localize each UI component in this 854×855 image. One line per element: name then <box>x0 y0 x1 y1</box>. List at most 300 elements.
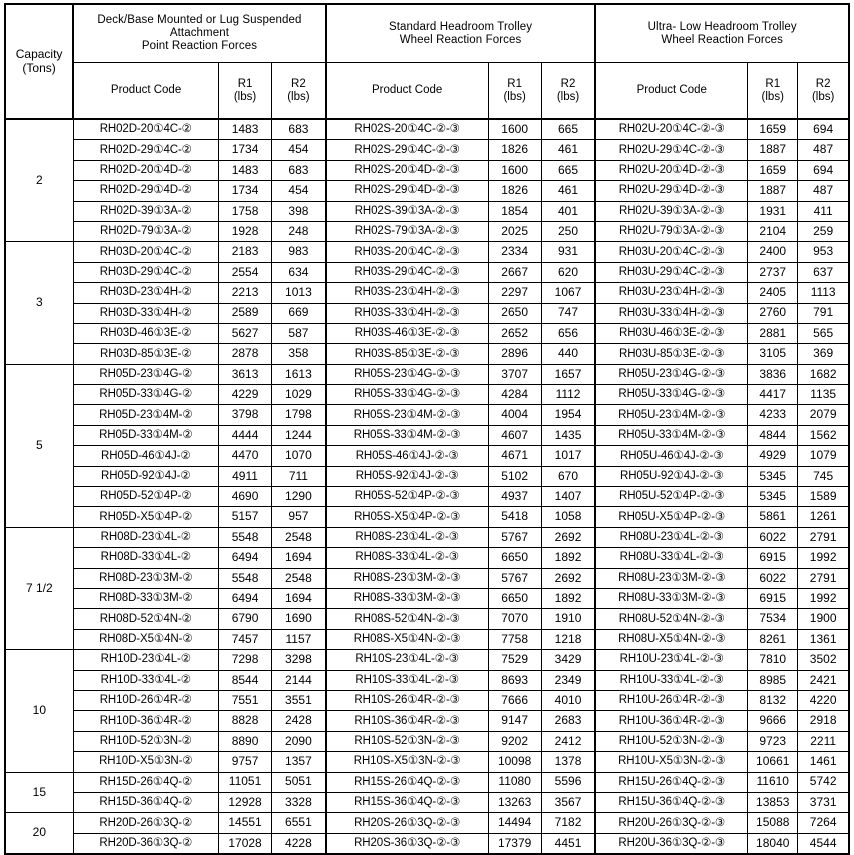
r1-deck: 3798 <box>218 405 271 425</box>
product-code-standard: RH05S-33①4M-②-③ <box>326 425 488 445</box>
r2-deck: 1029 <box>272 385 326 405</box>
r2-label-standard: R2 <box>560 77 576 90</box>
r2-standard: 7182 <box>541 813 595 833</box>
r2-deck: 3328 <box>272 792 326 812</box>
product-code-ultralow: RH05U-23①4G-②-③ <box>595 364 747 384</box>
r2-deck: 1244 <box>272 425 326 445</box>
table-row <box>5 466 849 486</box>
r2-ultralow: 1113 <box>798 283 849 303</box>
r1-ultralow: 4844 <box>748 425 798 445</box>
r2-standard: 656 <box>541 323 595 343</box>
product-code-deck: RH10D-26①4R-② <box>73 690 218 710</box>
product-code-ultralow: RH08U-33①4L-②-③ <box>595 548 747 568</box>
table-row <box>5 609 849 629</box>
product-code-standard: RH10S-26①4R-②-③ <box>326 690 488 710</box>
product-code-standard: RH10S-23①4L-②-③ <box>326 650 488 670</box>
r1-deck: 2589 <box>218 303 271 323</box>
r2-standard: 4010 <box>541 690 595 710</box>
r1-deck: 1734 <box>218 181 271 201</box>
product-code-ultralow: RH10U-23①4L-②-③ <box>595 650 747 670</box>
r2-ultralow: 5742 <box>798 772 849 792</box>
product-code-deck: RH03D-20①4C-② <box>73 242 218 262</box>
product-code-standard: RH02S-39①3A-②-③ <box>326 201 488 221</box>
r1-standard: 7666 <box>488 690 541 710</box>
r1-standard: 2297 <box>488 283 541 303</box>
table-row <box>5 181 849 201</box>
r1-standard: 11080 <box>488 772 541 792</box>
r2-standard: 250 <box>541 221 595 241</box>
r2-ultralow: 1135 <box>798 385 849 405</box>
r2-deck: 2090 <box>272 731 326 751</box>
r1-ultralow: 7534 <box>748 609 798 629</box>
r2-standard: 1910 <box>541 609 595 629</box>
r1-standard: 14494 <box>488 813 541 833</box>
r1-deck: 8890 <box>218 731 271 751</box>
r2-ultralow: 1361 <box>798 629 849 649</box>
column-header-r1-deck <box>218 63 271 120</box>
table-row <box>5 527 849 547</box>
table-row <box>5 201 849 221</box>
r1-ultralow: 2405 <box>748 283 798 303</box>
r1-standard: 8693 <box>488 670 541 690</box>
r2-deck: 1290 <box>272 487 326 507</box>
product-code-ultralow: RH05U-92①4J-②-③ <box>595 466 747 486</box>
product-code-standard: RH15S-36①4Q-②-③ <box>326 792 488 812</box>
product-code-ultralow: RH08U-52①4N-②-③ <box>595 609 747 629</box>
r1-standard: 2667 <box>488 262 541 282</box>
r1-standard: 2652 <box>488 323 541 343</box>
r1-deck: 5627 <box>218 323 271 343</box>
r2-standard: 2692 <box>541 527 595 547</box>
capacity-cell: 7 1/2 <box>5 527 73 649</box>
product-code-ultralow: RH03U-33①4H-②-③ <box>595 303 747 323</box>
reaction-forces-table <box>4 3 850 855</box>
r2-deck: 3551 <box>272 690 326 710</box>
r1-ultralow: 1659 <box>748 119 798 140</box>
r2-deck: 1798 <box>272 405 326 425</box>
r1-standard: 2025 <box>488 221 541 241</box>
product-code-deck: RH10D-33①4L-② <box>73 670 218 690</box>
r1-ultralow: 1931 <box>748 201 798 221</box>
r1-ultralow: 5345 <box>748 466 798 486</box>
r1-standard: 1854 <box>488 201 541 221</box>
r1-standard: 4284 <box>488 385 541 405</box>
product-code-deck: RH10D-23①4L-② <box>73 650 218 670</box>
table-row <box>5 140 849 160</box>
product-code-ultralow: RH10U-36①4R-②-③ <box>595 711 747 731</box>
r1-standard: 1826 <box>488 140 541 160</box>
product-code-standard: RH02S-20①4C-②-③ <box>326 119 488 140</box>
r1-deck: 1734 <box>218 140 271 160</box>
r2-ultralow: 369 <box>798 344 849 364</box>
product-code-standard: RH05S-23①4G-②-③ <box>326 364 488 384</box>
r1-ultralow: 6915 <box>748 588 798 608</box>
r1-unit-ultralow: (lbs) <box>761 90 784 103</box>
r2-standard: 461 <box>541 181 595 201</box>
r2-deck: 4228 <box>272 833 326 854</box>
product-code-ultralow: RH08U-23①4L-②-③ <box>595 527 747 547</box>
r2-standard: 440 <box>541 344 595 364</box>
table-row <box>5 160 849 180</box>
r1-standard: 10098 <box>488 752 541 772</box>
table-row <box>5 487 849 507</box>
r1-standard: 2334 <box>488 242 541 262</box>
r1-standard: 7529 <box>488 650 541 670</box>
product-code-standard: RH03S-85①3E-②-③ <box>326 344 488 364</box>
column-header-r2-standard <box>541 63 595 120</box>
product-code-deck: RH05D-46①4J-② <box>73 446 218 466</box>
product-code-ultralow: RH02U-29①4D-②-③ <box>595 181 747 201</box>
r2-deck: 711 <box>272 466 326 486</box>
r1-standard: 1600 <box>488 160 541 180</box>
table-row <box>5 303 849 323</box>
table-row <box>5 119 849 140</box>
r1-deck: 6790 <box>218 609 271 629</box>
r1-standard: 9202 <box>488 731 541 751</box>
r2-deck: 1357 <box>272 752 326 772</box>
product-code-ultralow: RH03U-29①4C-②-③ <box>595 262 747 282</box>
group-header-standard-line2: Wheel Reaction Forces <box>399 33 522 46</box>
capacity-header <box>5 4 73 119</box>
r1-standard: 1600 <box>488 119 541 140</box>
r1-ultralow: 5861 <box>748 507 798 527</box>
product-code-ultralow: RH20U-36①3Q-②-③ <box>595 833 747 854</box>
r2-standard: 665 <box>541 160 595 180</box>
product-code-standard: RH02S-79①3A-②-③ <box>326 221 488 241</box>
product-code-ultralow: RH10U-X5①3N-②-③ <box>595 752 747 772</box>
r1-standard: 5102 <box>488 466 541 486</box>
r1-deck: 4229 <box>218 385 271 405</box>
r1-label-deck: R1 <box>237 77 253 90</box>
product-code-standard: RH05S-46①4J-②-③ <box>326 446 488 466</box>
product-code-deck: RH05D-23①4M-② <box>73 405 218 425</box>
r2-standard: 1892 <box>541 588 595 608</box>
r1-standard: 2896 <box>488 344 541 364</box>
r1-deck: 11051 <box>218 772 271 792</box>
r2-ultralow: 953 <box>798 242 849 262</box>
r2-deck: 5051 <box>272 772 326 792</box>
table-row <box>5 629 849 649</box>
product-code-standard: RH03S-29①4C-②-③ <box>326 262 488 282</box>
product-code-deck: RH03D-85①3E-② <box>73 344 218 364</box>
r2-ultralow: 637 <box>798 262 849 282</box>
r2-ultralow: 1079 <box>798 446 849 466</box>
product-code-standard: RH08S-52①4N-②-③ <box>326 609 488 629</box>
r1-ultralow: 6022 <box>748 568 798 588</box>
product-code-deck: RH08D-33①3M-② <box>73 588 218 608</box>
r1-standard: 4607 <box>488 425 541 445</box>
r2-ultralow: 745 <box>798 466 849 486</box>
table-row <box>5 344 849 364</box>
r1-standard: 2650 <box>488 303 541 323</box>
r2-ultralow: 694 <box>798 160 849 180</box>
product-code-deck: RH05D-33①4G-② <box>73 385 218 405</box>
product-code-ultralow: RH08U-33①3M-②-③ <box>595 588 747 608</box>
product-code-standard: RH02S-20①4D-②-③ <box>326 160 488 180</box>
group-header-standard-line1: Standard Headroom Trolley <box>388 20 533 33</box>
r2-standard: 2683 <box>541 711 595 731</box>
r1-standard: 4671 <box>488 446 541 466</box>
header-row-columns <box>5 63 849 120</box>
product-code-deck: RH10D-36①4R-② <box>73 711 218 731</box>
product-code-deck: RH02D-20①4C-② <box>73 119 218 140</box>
r1-ultralow: 4233 <box>748 405 798 425</box>
r1-ultralow: 1659 <box>748 160 798 180</box>
r1-ultralow: 7810 <box>748 650 798 670</box>
r1-ultralow: 3836 <box>748 364 798 384</box>
table-row <box>5 650 849 670</box>
product-code-standard: RH08S-23①3M-②-③ <box>326 568 488 588</box>
r2-standard: 931 <box>541 242 595 262</box>
r2-deck: 957 <box>272 507 326 527</box>
r1-standard: 6650 <box>488 548 541 568</box>
r2-deck: 983 <box>272 242 326 262</box>
r2-ultralow: 1461 <box>798 752 849 772</box>
r2-standard: 747 <box>541 303 595 323</box>
r1-ultralow: 2760 <box>748 303 798 323</box>
product-code-deck: RH02D-29①4D-② <box>73 181 218 201</box>
table-row <box>5 446 849 466</box>
r1-ultralow: 2881 <box>748 323 798 343</box>
r2-standard: 670 <box>541 466 595 486</box>
product-code-standard: RH08S-33①4L-②-③ <box>326 548 488 568</box>
product-code-deck: RH05D-92①4J-② <box>73 466 218 486</box>
table-row <box>5 772 849 792</box>
product-code-standard: RH10S-33①4L-②-③ <box>326 670 488 690</box>
product-code-deck: RH05D-33①4M-② <box>73 425 218 445</box>
product-code-deck: RH08D-X5①4N-② <box>73 629 218 649</box>
r2-deck: 1157 <box>272 629 326 649</box>
r2-deck: 587 <box>272 323 326 343</box>
product-code-ultralow: RH10U-33①4L-②-③ <box>595 670 747 690</box>
r2-ultralow: 3502 <box>798 650 849 670</box>
r2-standard: 1218 <box>541 629 595 649</box>
r2-ultralow: 791 <box>798 303 849 323</box>
product-code-standard: RH02S-29①4D-②-③ <box>326 181 488 201</box>
r2-standard: 1058 <box>541 507 595 527</box>
r1-deck: 2213 <box>218 283 271 303</box>
product-code-standard: RH05S-23①4M-②-③ <box>326 405 488 425</box>
product-code-standard: RH05S-52①4P-②-③ <box>326 487 488 507</box>
r1-deck: 7298 <box>218 650 271 670</box>
r2-ultralow: 487 <box>798 140 849 160</box>
r1-deck: 2554 <box>218 262 271 282</box>
r1-deck: 7551 <box>218 690 271 710</box>
r1-ultralow: 8261 <box>748 629 798 649</box>
r2-standard: 3429 <box>541 650 595 670</box>
r1-ultralow: 1887 <box>748 181 798 201</box>
r2-ultralow: 2421 <box>798 670 849 690</box>
r2-deck: 454 <box>272 140 326 160</box>
r1-label-ultralow: R1 <box>765 77 781 90</box>
r2-deck: 2428 <box>272 711 326 731</box>
r1-standard: 5418 <box>488 507 541 527</box>
table-row <box>5 833 849 854</box>
product-code-ultralow: RH03U-20①4C-②-③ <box>595 242 747 262</box>
product-code-deck: RH10D-52①3N-② <box>73 731 218 751</box>
r2-ultralow: 4544 <box>798 833 849 854</box>
r2-ultralow: 1992 <box>798 548 849 568</box>
r1-standard: 17379 <box>488 833 541 854</box>
r2-ultralow: 4220 <box>798 690 849 710</box>
r1-standard: 3707 <box>488 364 541 384</box>
r1-standard: 6650 <box>488 588 541 608</box>
r2-deck: 2548 <box>272 527 326 547</box>
product-code-ultralow: RH05U-52①4P-②-③ <box>595 487 747 507</box>
r2-deck: 1013 <box>272 283 326 303</box>
product-code-standard: RH03S-33①4H-②-③ <box>326 303 488 323</box>
product-code-ultralow: RH10U-26①4R-②-③ <box>595 690 747 710</box>
table-row <box>5 262 849 282</box>
product-code-standard: RH02S-29①4C-②-③ <box>326 140 488 160</box>
r2-deck: 398 <box>272 201 326 221</box>
r2-ultralow: 1682 <box>798 364 849 384</box>
column-header-product-code-deck: Product Code <box>73 63 218 120</box>
product-code-ultralow: RH02U-20①4C-②-③ <box>595 119 747 140</box>
r1-deck: 8828 <box>218 711 271 731</box>
r2-ultralow: 1900 <box>798 609 849 629</box>
r2-unit-standard: (lbs) <box>556 90 580 103</box>
product-code-standard: RH10S-36①4R-②-③ <box>326 711 488 731</box>
product-code-deck: RH03D-23①4H-② <box>73 283 218 303</box>
capacity-cell: 3 <box>5 242 73 364</box>
product-code-deck: RH10D-X5①3N-② <box>73 752 218 772</box>
r2-standard: 1112 <box>541 385 595 405</box>
r1-ultralow: 2737 <box>748 262 798 282</box>
r2-standard: 3567 <box>541 792 595 812</box>
r1-deck: 1928 <box>218 221 271 241</box>
r1-standard: 4937 <box>488 487 541 507</box>
product-code-ultralow: RH08U-23①3M-②-③ <box>595 568 747 588</box>
product-code-ultralow: RH02U-20①4D-②-③ <box>595 160 747 180</box>
r1-deck: 14551 <box>218 813 271 833</box>
r2-standard: 1657 <box>541 364 595 384</box>
r1-standard: 4004 <box>488 405 541 425</box>
table-row <box>5 283 849 303</box>
r2-deck: 683 <box>272 119 326 140</box>
r1-standard: 7758 <box>488 629 541 649</box>
table-row <box>5 385 849 405</box>
r2-deck: 1690 <box>272 609 326 629</box>
r2-ultralow: 2791 <box>798 527 849 547</box>
product-code-deck: RH02D-29①4C-② <box>73 140 218 160</box>
r1-ultralow: 2104 <box>748 221 798 241</box>
table-row <box>5 813 849 833</box>
r2-label-deck: R2 <box>291 77 306 90</box>
table-row <box>5 792 849 812</box>
group-header-deck-mounted <box>73 4 326 63</box>
product-code-deck: RH15D-26①4Q-② <box>73 772 218 792</box>
table-row <box>5 425 849 445</box>
product-code-deck: RH05D-23①4G-② <box>73 364 218 384</box>
r2-deck: 1070 <box>272 446 326 466</box>
product-code-deck: RH08D-33①4L-② <box>73 548 218 568</box>
r1-deck: 8544 <box>218 670 271 690</box>
r1-deck: 5548 <box>218 568 271 588</box>
r2-standard: 4451 <box>541 833 595 854</box>
product-code-deck: RH05D-X5①4P-② <box>73 507 218 527</box>
r1-deck: 1483 <box>218 119 271 140</box>
product-code-ultralow: RH05U-46①4J-②-③ <box>595 446 747 466</box>
product-code-ultralow: RH20U-26①3Q-②-③ <box>595 813 747 833</box>
product-code-ultralow: RH15U-26①4Q-②-③ <box>595 772 747 792</box>
r2-deck: 2144 <box>272 670 326 690</box>
r2-standard: 620 <box>541 262 595 282</box>
capacity-cell: 10 <box>5 650 73 772</box>
r1-ultralow: 6915 <box>748 548 798 568</box>
header-row-groups <box>5 4 849 63</box>
r1-ultralow: 10661 <box>748 752 798 772</box>
r2-deck: 669 <box>272 303 326 323</box>
capacity-cell: 2 <box>5 119 73 242</box>
product-code-ultralow: RH05U-X5①4P-②-③ <box>595 507 747 527</box>
r1-ultralow: 4929 <box>748 446 798 466</box>
product-code-standard: RH05S-33①4G-②-③ <box>326 385 488 405</box>
r2-unit-deck: (lbs) <box>287 90 310 103</box>
r1-ultralow: 2400 <box>748 242 798 262</box>
product-code-standard: RH10S-X5①3N-②-③ <box>326 752 488 772</box>
product-code-standard: RH03S-46①3E-②-③ <box>326 323 488 343</box>
capacity-header-line1: Capacity <box>15 47 63 62</box>
column-header-r2-ultralow <box>798 63 849 120</box>
r1-standard: 9147 <box>488 711 541 731</box>
product-code-standard: RH05S-92①4J-②-③ <box>326 466 488 486</box>
r2-ultralow: 1589 <box>798 487 849 507</box>
table-row <box>5 364 849 384</box>
product-code-deck: RH02D-79①3A-② <box>73 221 218 241</box>
r1-deck: 4690 <box>218 487 271 507</box>
product-code-ultralow: RH03U-46①3E-②-③ <box>595 323 747 343</box>
r2-standard: 2349 <box>541 670 595 690</box>
r2-deck: 3298 <box>272 650 326 670</box>
table-row <box>5 731 849 751</box>
r2-deck: 683 <box>272 160 326 180</box>
r1-deck: 7457 <box>218 629 271 649</box>
capacity-cell: 5 <box>5 364 73 527</box>
group-header-ultralow-line2: Wheel Reaction Forces <box>661 33 783 46</box>
r2-standard: 1378 <box>541 752 595 772</box>
r2-standard: 1435 <box>541 425 595 445</box>
r1-deck: 4470 <box>218 446 271 466</box>
r1-standard: 13263 <box>488 792 541 812</box>
r2-standard: 665 <box>541 119 595 140</box>
r1-ultralow: 18040 <box>748 833 798 854</box>
r2-ultralow: 2918 <box>798 711 849 731</box>
r1-standard: 5767 <box>488 527 541 547</box>
r2-standard: 1954 <box>541 405 595 425</box>
r1-deck: 17028 <box>218 833 271 854</box>
r1-ultralow: 8132 <box>748 690 798 710</box>
table-row <box>5 711 849 731</box>
product-code-deck: RH03D-33①4H-② <box>73 303 218 323</box>
r2-standard: 1017 <box>541 446 595 466</box>
group-header-standard-trolley <box>326 4 596 63</box>
group-header-ultralow-line1: Ultra- Low Headroom Trolley <box>647 20 797 33</box>
r1-ultralow: 8985 <box>748 670 798 690</box>
r2-standard: 461 <box>541 140 595 160</box>
group-header-deck-line1: Deck/Base Mounted or Lug Suspended Attachment <box>97 14 302 40</box>
r2-deck: 2548 <box>272 568 326 588</box>
r1-ultralow: 6022 <box>748 527 798 547</box>
r1-deck: 12928 <box>218 792 271 812</box>
r2-ultralow: 3731 <box>798 792 849 812</box>
r1-ultralow: 1887 <box>748 140 798 160</box>
r2-ultralow: 1992 <box>798 588 849 608</box>
column-header-r2-deck <box>272 63 326 120</box>
r1-deck: 6494 <box>218 588 271 608</box>
product-code-ultralow: RH02U-39①3A-②-③ <box>595 201 747 221</box>
r2-ultralow: 565 <box>798 323 849 343</box>
